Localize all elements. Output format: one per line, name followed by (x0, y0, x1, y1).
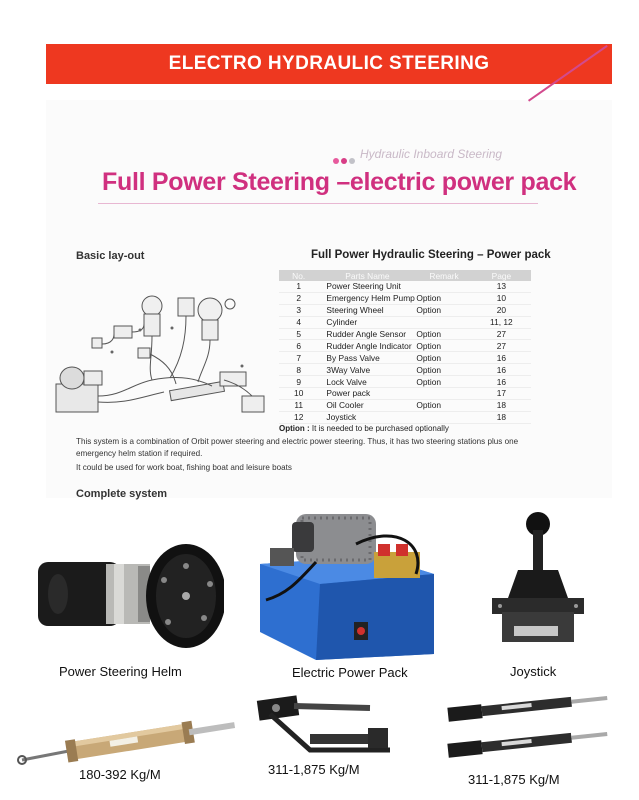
table-row (279, 399, 531, 411)
cell-remark (416, 316, 471, 328)
cell-no: 2 (279, 292, 318, 304)
col-header-no: No. (279, 270, 318, 281)
option-note (279, 424, 449, 433)
caption-joystick: Joystick (510, 664, 557, 679)
cell-no: 5 (279, 328, 318, 340)
table-row (279, 411, 531, 423)
decorative-dots (333, 151, 357, 169)
caption-cylinder-1: 180-392 Kg/M (79, 767, 161, 782)
schematic-helm-2 (198, 298, 222, 322)
cell-page: 27 (472, 328, 531, 340)
cylinder-double-image (442, 690, 612, 768)
cell-page: 18 (472, 411, 531, 423)
cell-no: 11 (279, 399, 318, 411)
schematic-helm-1 (142, 296, 162, 316)
cell-no: 4 (279, 316, 318, 328)
cell-part-name: Power Steering Unit (318, 281, 416, 292)
caption-electric-power-pack: Electric Power Pack (292, 665, 408, 680)
table-header-row (279, 270, 531, 281)
cell-no: 9 (279, 376, 318, 388)
cell-remark: Option (416, 304, 471, 316)
caption-cylinder-2: 311-1,875 Kg/M (268, 762, 360, 777)
cell-remark: Option (416, 340, 471, 352)
table-row (279, 316, 531, 328)
joystick-image (484, 508, 594, 658)
layout-schematic (52, 268, 274, 428)
table-row (279, 364, 531, 376)
table-row (279, 304, 531, 316)
parts-table (279, 270, 531, 424)
cell-remark (416, 281, 471, 292)
cylinder-linkage-image (250, 694, 396, 762)
dot (333, 158, 339, 164)
col-header-remark: Remark (416, 270, 471, 281)
caption-cylinder-3: 311-1,875 Kg/M (468, 772, 560, 787)
cell-page: 11, 12 (472, 316, 531, 328)
table-row (279, 352, 531, 364)
cell-remark: Option (416, 364, 471, 376)
cell-remark (416, 388, 471, 400)
cell-no: 10 (279, 388, 318, 400)
basic-layout-label: Basic lay-out (76, 250, 145, 262)
cell-page: 16 (472, 376, 531, 388)
dot (349, 158, 355, 164)
cell-no: 1 (279, 281, 318, 292)
cell-page: 20 (472, 304, 531, 316)
cell-part-name: Rudder Angle Sensor (318, 328, 416, 340)
electric-power-pack-image (256, 504, 438, 662)
table-row (279, 292, 531, 304)
cell-part-name: Cylinder (318, 316, 416, 328)
cell-no: 6 (279, 340, 318, 352)
table-row (279, 281, 531, 292)
cell-page: 17 (472, 388, 531, 400)
cell-no: 7 (279, 352, 318, 364)
cell-part-name: Lock Valve (318, 376, 416, 388)
cell-page: 10 (472, 292, 531, 304)
option-note-label: Option : (279, 424, 310, 433)
option-note-text: It is needed to be purchased optionally (309, 424, 449, 433)
complete-system-label: Complete system (76, 488, 168, 500)
cell-part-name: 3Way Valve (318, 364, 416, 376)
section-subheading: Hydraulic Inboard Steering (360, 147, 503, 161)
cell-page: 18 (472, 399, 531, 411)
system-description: This system is a combination of Orbit power steering and electric power steering. Thus, it has two steering stations plus one emergency helm station if required. (76, 437, 519, 458)
cell-part-name: Power pack (318, 388, 416, 400)
document-title: Full Power Steering –electric power pack (102, 168, 577, 196)
cell-page: 13 (472, 281, 531, 292)
cell-no: 8 (279, 364, 318, 376)
dot (341, 158, 347, 164)
caption-power-steering-helm: Power Steering Helm (59, 664, 182, 679)
table-row (279, 388, 531, 400)
schematic-cylinder (170, 381, 225, 400)
table-row (279, 340, 531, 352)
cell-remark: Option (416, 292, 471, 304)
cell-remark (416, 411, 471, 423)
parts-table-title: Full Power Hydraulic Steering – Power pack (311, 249, 551, 261)
cell-remark: Option (416, 399, 471, 411)
schematic-motor (60, 367, 84, 389)
power-steering-helm-image (34, 540, 224, 655)
cell-part-name: Joystick (318, 411, 416, 423)
page-banner (46, 44, 612, 84)
cell-part-name: Steering Wheel (318, 304, 416, 316)
cell-page: 16 (472, 364, 531, 376)
cell-page: 16 (472, 352, 531, 364)
col-header-page: Page (472, 270, 531, 281)
cell-remark: Option (416, 376, 471, 388)
cell-page: 27 (472, 340, 531, 352)
cell-part-name: Emergency Helm Pump (318, 292, 416, 304)
table-row (279, 376, 531, 388)
cell-no: 3 (279, 304, 318, 316)
cell-no: 12 (279, 411, 318, 423)
col-header-parts-name: Parts Name (318, 270, 416, 281)
cell-part-name: Oil Cooler (318, 399, 416, 411)
cell-remark: Option (416, 328, 471, 340)
cylinder-small-image (14, 712, 240, 768)
table-row (279, 328, 531, 340)
title-rule (98, 203, 538, 204)
cell-part-name: Rudder Angle Indicator (318, 340, 416, 352)
banner-title: ELECTRO HYDRAULIC STEERING (168, 53, 490, 74)
usage-description: It could be used for work boat, fishing boat and leisure boats (76, 463, 292, 472)
cell-remark: Option (416, 352, 471, 364)
cell-part-name: By Pass Valve (318, 352, 416, 364)
